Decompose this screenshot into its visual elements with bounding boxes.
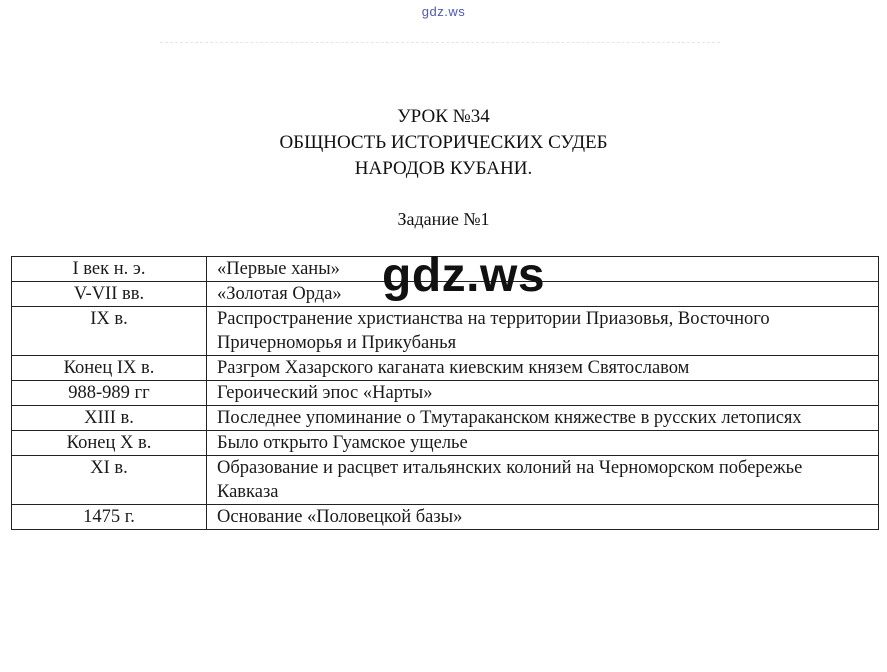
row-event: Образование и расцвет итальянских колоний на Черноморском побережье Кавказа (207, 456, 879, 505)
row-event: Последнее упоминание о Тмутараканском княжестве в русских летописях (207, 406, 879, 431)
lesson-title-line-2: НАРОДОВ КУБАНИ. (354, 158, 533, 179)
table-row (12, 257, 879, 282)
faint-divider (160, 42, 720, 43)
row-event: Основание «Половецкой базы» (207, 505, 879, 530)
lesson-number: УРОК №34 (397, 106, 490, 127)
row-event: Героический эпос «Нарты» (207, 381, 879, 406)
row-event: Разгром Хазарского каганата киевским князем Святославом (207, 356, 879, 381)
row-date: V-VII вв. (12, 282, 207, 307)
row-date: XI в. (12, 456, 207, 505)
row-date: 988-989 гг (12, 381, 207, 406)
table-row (12, 406, 879, 431)
table-row (12, 356, 879, 381)
table-row (12, 381, 879, 406)
row-date: Конец IX в. (12, 356, 207, 381)
table-row (12, 282, 879, 307)
row-date: Конец X в. (12, 431, 207, 456)
row-date: IX в. (12, 307, 207, 356)
row-event: «Первые ханы» (207, 257, 879, 282)
site-watermark-top: gdz.ws (421, 4, 466, 19)
table-row (12, 456, 879, 505)
table-row (12, 505, 879, 530)
table-row (12, 307, 879, 356)
chronology-table (11, 256, 879, 530)
lesson-title-line-1: ОБЩНОСТЬ ИСТОРИЧЕСКИХ СУДЕБ (279, 132, 608, 153)
row-date: 1475 г. (12, 505, 207, 530)
row-date: I век н. э. (12, 257, 207, 282)
site-watermark-overlay: gdz.ws (382, 249, 546, 302)
table-row (12, 431, 879, 456)
row-event: Распространение христианства на территории Приазовья, Восточного Причерноморья и Прикубанья (207, 307, 879, 356)
row-event: «Золотая Орда» (207, 282, 879, 307)
row-date: XIII в. (12, 406, 207, 431)
task-heading: Задание №1 (397, 209, 490, 229)
row-event: Было открыто Гуамское ущелье (207, 431, 879, 456)
